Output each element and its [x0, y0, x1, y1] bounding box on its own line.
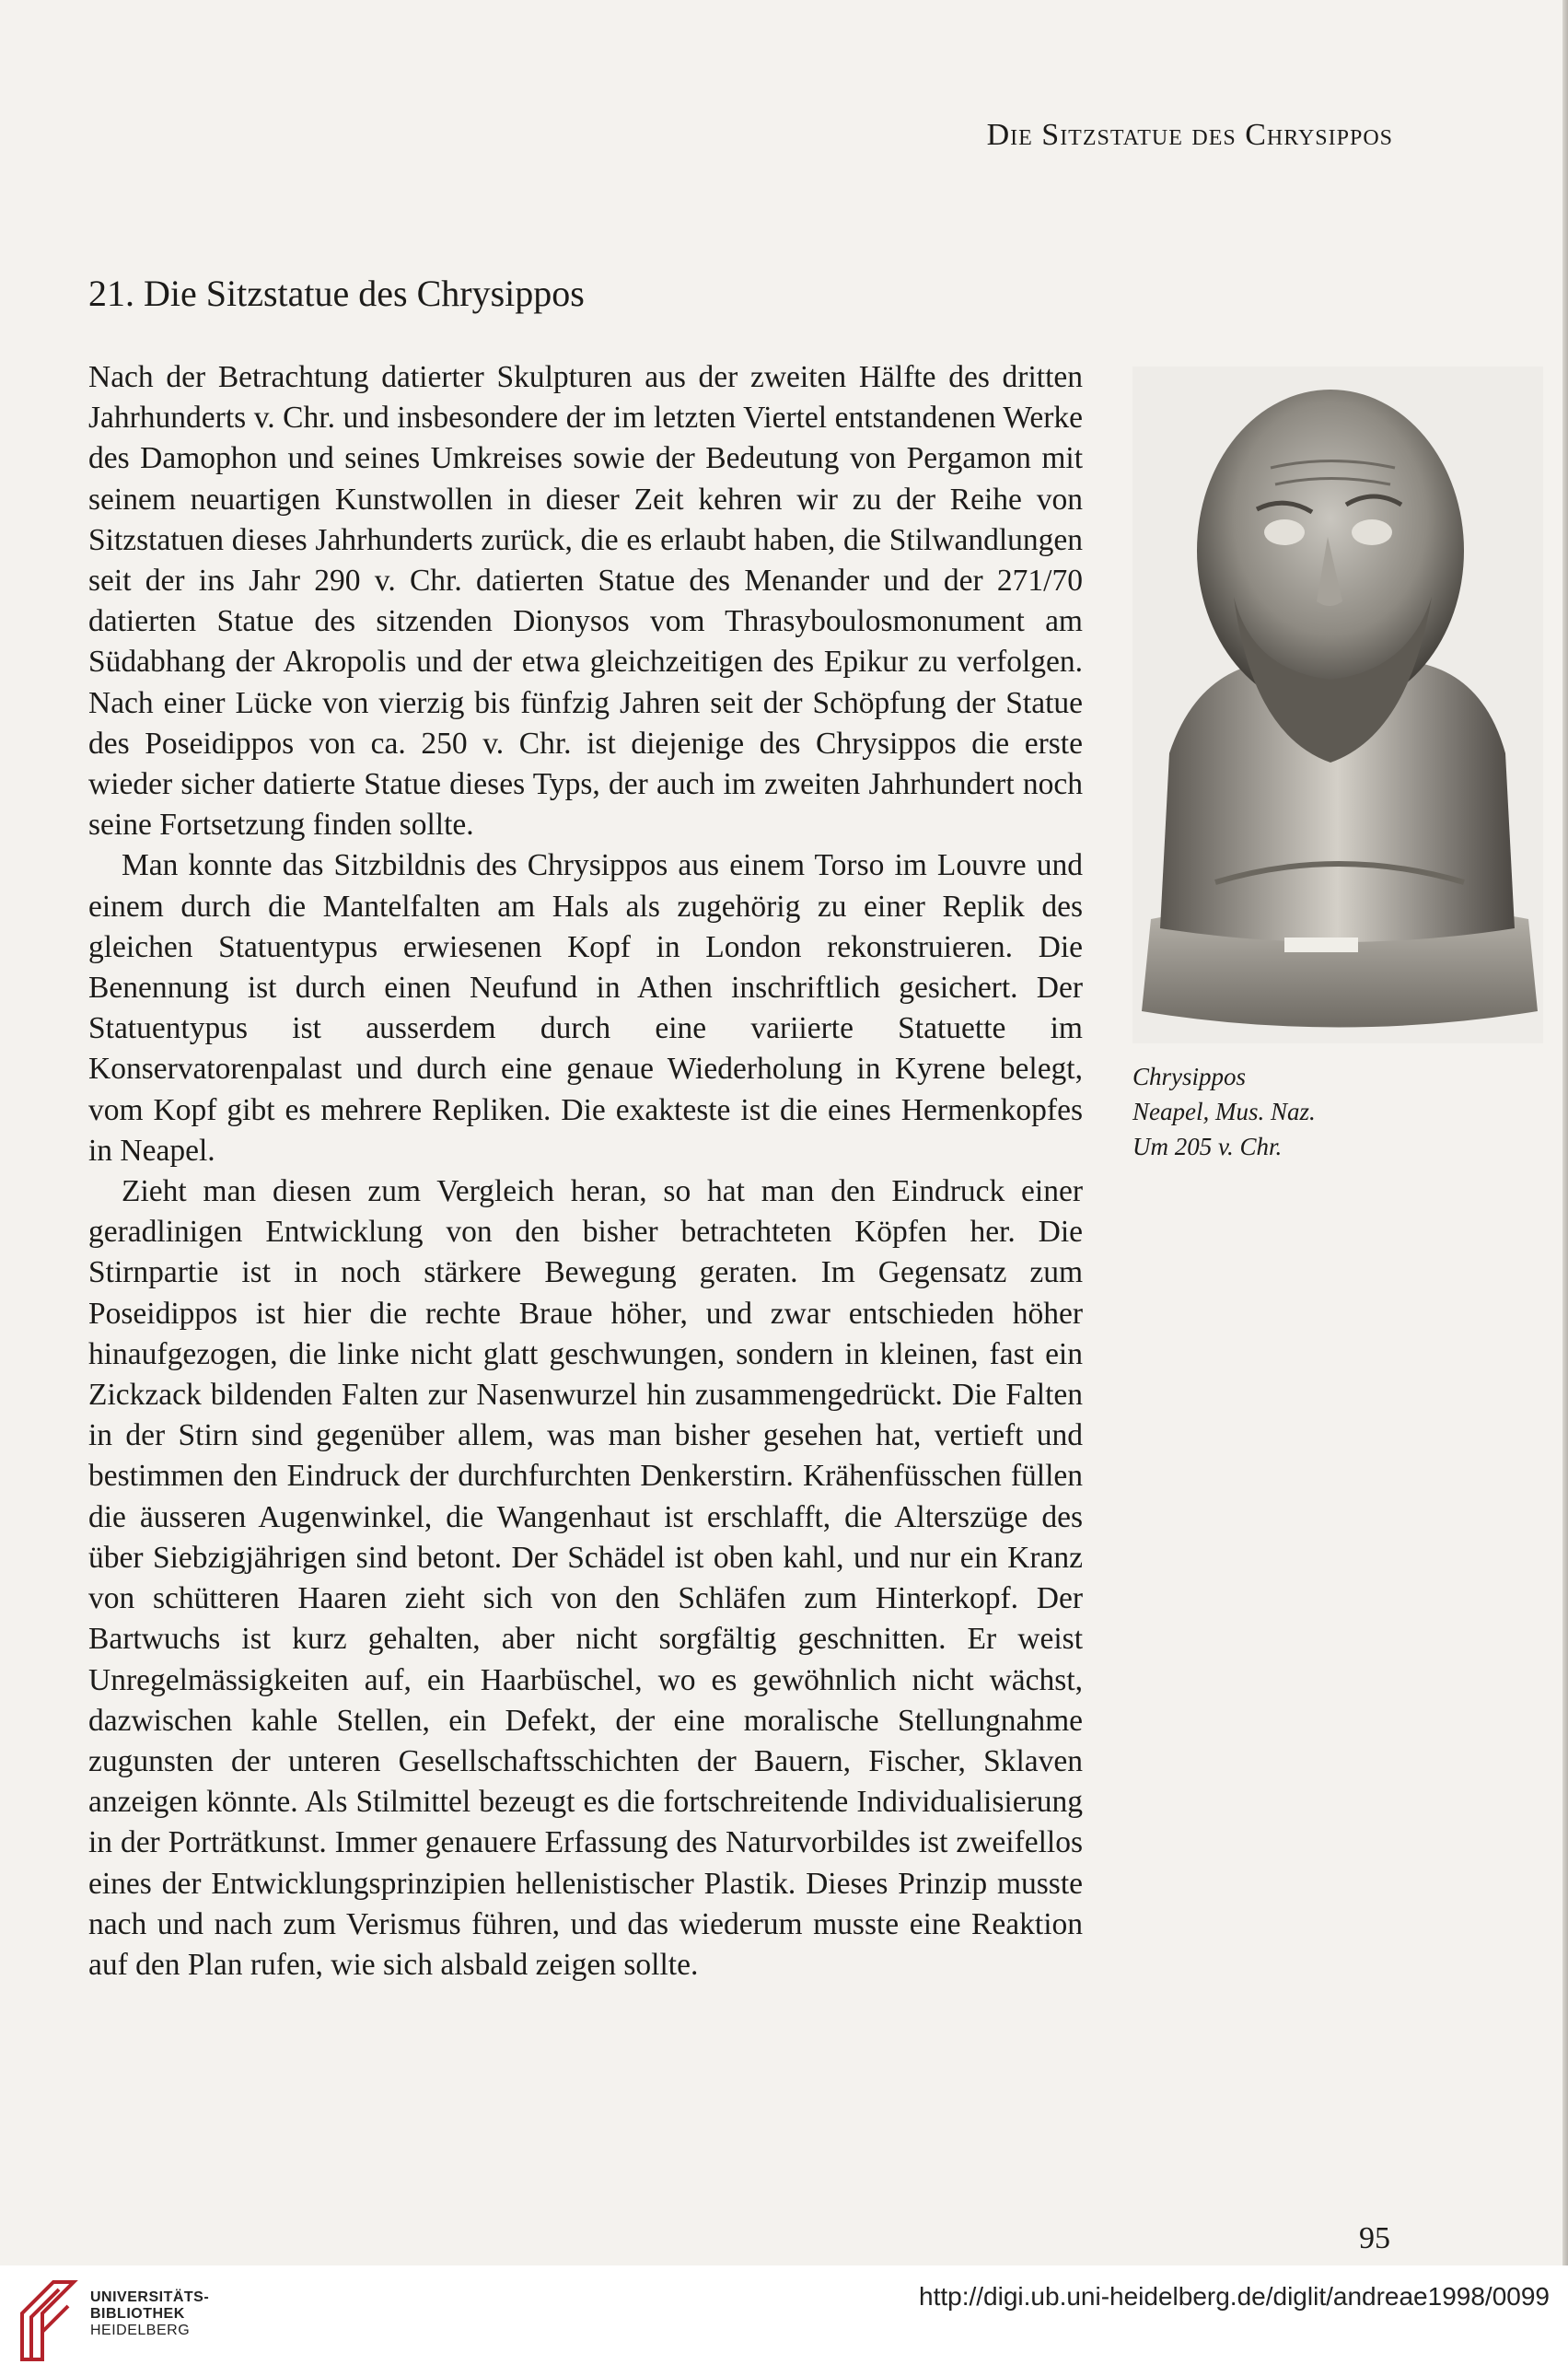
figure-caption [1132, 1059, 1316, 1164]
caption-date: Um 205 v. Chr. [1132, 1133, 1283, 1160]
library-name [90, 2289, 209, 2339]
library-name-line2: BIBLIOTHEK [90, 2306, 185, 2322]
library-name-line1: UNIVERSITÄTS- [90, 2289, 210, 2305]
paragraph-1: Nach der Betrachtung datierter Skulpturen aus der zweiten Hälfte des dritten Jahrhunderts v. Chr. und insbesondere der im letzten Viertel entstandenen Werke des Damophon und seines Umkreises sowie der Bedeutung von Pergamon mit seinem neuartigen Kunstwollen in dieser Zeit kehren wir zu der Reihe von Sitzstatuen dieses Jahrhunderts zurück, die es erlaubt haben, die Stilwandlungen seit der ins Jahr 290 v. Chr. datierten Statue des Menander und der 271/70 datierten Statue des sitzenden Dionysos vom Thrasyboulosmonument am Südabhang der Akropolis und der etwa gleichzeitigen des Epikur zu verfolgen. Nach einer Lücke von vierzig bis fünfzig Jahren seit der Schöpfung der Statue des Poseidippos von ca. 250 v. Chr. ist diejenige des Chrysippos die erste wieder sicher datierte Statue dieses Typs, der auch im zweiten Jahrhundert noch seine Fortsetzung finden sollte. [88, 360, 1083, 843]
body-text [88, 357, 1083, 1986]
page-number: 95 [1359, 2221, 1390, 2255]
chapter-title: 21. Die Sitzstatue des Chrysippos [88, 273, 585, 314]
library-name-line3: HEIDELBERG [90, 2323, 191, 2338]
paragraph-2: Man konnte das Sitzbildnis des Chrysippos aus einem Torso im Louvre und einem durch die Mantelfalten am Hals als zugehörig zu einer Replik des gleichen Statuentypus erwiesenen Kopf in London rekonstruieren. Die Benennung ist durch einen Neufund in Athen inschriftlich gesichert. Der Statuentypus ist ausserdem durch eine variierte Statuette im Konservatorenpalast und durch eine genaue Wiederholung in Kyrene belegt, vom Kopf gibt es mehrere Repliken. Die exakteste ist die eines Hermenkopfes in Neapel. [88, 848, 1083, 1168]
paragraph-3: Zieht man diesen zum Vergleich heran, so hat man den Eindruck einer geradlinigen Entwicklung von den bisher betrachteten Köpfen her. Die Stirnpartie ist in noch stärkere Bewegung geraten. Im Gegensatz zum Poseidippos ist hier die rechte Braue höher, und zwar entschieden höher hinaufgezogen, die linke nicht glatt geschwungen, sondern in kleinen, fast ein Zickzack bildenden Falten zur Nasenwurzel hin zusammengedrückt. Die Falten in der Stirn sind gegenüber allem, was man bisher gesehen hat, vertieft und bestimmen den Eindruck der durchfurchten Denkerstirn. Krähenfüsschen füllen die äusseren Augenwinkel, die Wangenhaut ist erschlafft, die Alterszüge des über Siebzigjährigen sind betont. Der Schädel ist oben kahl, und nur ein Kranz von schütteren Haaren zieht sich von den Schläfen zum Hinterkopf. Der Bartwuchs ist kurz gehalten, aber nicht sorgfältig geschnitten. Er weist Unregelmässigkeiten auf, ein Haarbüschel, wo es gewöhnlich nicht wächst, dazwischen kahle Stellen, ein Defekt, der eine moralische Stellungnahme zugunsten der unteren Gesellschaftsschichten der Bauern, Fischer, Sklaven anzeigen könnte. Als Stilmittel bezeugt es die fortschreitende Individualisierung in der Porträtkunst. Immer genauere Erfassung des Naturvorbildes ist zweifellos eines der Entwicklungsprinzipien hellenistischer Plastik. Dieses Prinzip musste nach und nach zum Verismus führen, und das wiederum musste eine Reaktion auf den Plan rufen, wie sich alsbald zeigen sollte. [88, 1174, 1083, 1982]
bust-illustration [1132, 367, 1543, 1043]
caption-title: Chrysippos [1132, 1063, 1247, 1090]
university-library-logo-icon [17, 2277, 79, 2365]
caption-location: Neapel, Mus. Naz. [1132, 1098, 1316, 1125]
source-url-link[interactable]: http://digi.ub.uni-heidelberg.de/diglit/andreae1998/0099 [919, 2282, 1550, 2311]
chrysippos-bust-photo [1132, 367, 1543, 1043]
running-head: Die Sitzstatue des Chrysippos [986, 118, 1393, 152]
page-edge-shadow [1562, 0, 1568, 2265]
